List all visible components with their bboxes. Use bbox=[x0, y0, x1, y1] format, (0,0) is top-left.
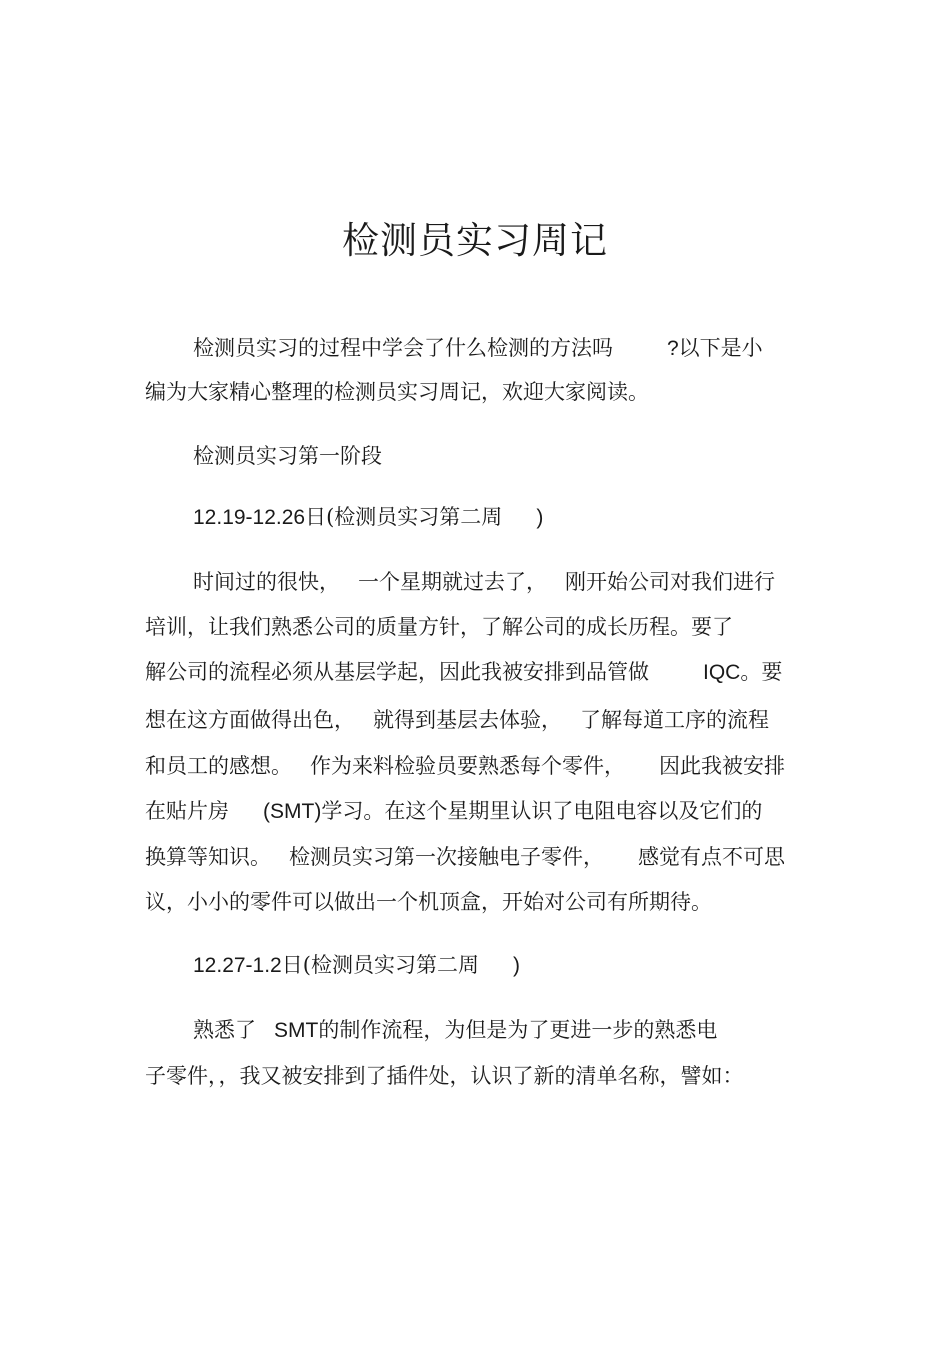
week1-line-1-b: 一个星期就过去了， bbox=[358, 570, 547, 594]
week1-line bbox=[145, 752, 785, 780]
week2-line-1 bbox=[193, 1016, 717, 1045]
week2-heading bbox=[193, 951, 520, 980]
week1-date: 12.19-12.26 bbox=[193, 506, 306, 529]
week1-line-1-a: 时间过的很快， bbox=[193, 570, 340, 594]
intro-line-2: 编为大家精心整理的检测员实习周记，欢迎大家阅读。 bbox=[145, 380, 649, 404]
week1-line bbox=[145, 706, 769, 734]
week1-line bbox=[145, 797, 762, 826]
week1-line-5-a: 和员工的感想。 bbox=[145, 754, 292, 778]
week1-line-7-a: 换算等知识。 bbox=[145, 845, 271, 869]
week1-heading-close: ) bbox=[536, 506, 544, 529]
week2-heading-text: 日(检测员实习第二周 bbox=[281, 953, 479, 977]
week1-line bbox=[145, 843, 785, 871]
week1-line-6-c: 学习。在这个星期里认识了电阻电容以及它们的 bbox=[321, 799, 763, 823]
week1-line bbox=[145, 658, 782, 687]
intro-text-a: 检测员实习的过程中学会了什么检测的方法吗 bbox=[193, 336, 613, 360]
week1-heading bbox=[193, 503, 543, 532]
week1-line-1-c: 刚开始公司对我们进行 bbox=[565, 570, 775, 594]
week2-line-2: 子零件，，我又被安排到了插件处，认识了新的清单名称，譬如： bbox=[145, 1064, 744, 1088]
week1-line-3-c: 。要 bbox=[740, 660, 783, 684]
week1-line-6-a: 在贴片房 bbox=[145, 799, 229, 823]
week1-line-4-b: 就得到基层去体验， bbox=[373, 708, 562, 732]
week2-line-1-c: 的制作流程，为但是为了更进一步的熟悉电 bbox=[318, 1018, 718, 1042]
week1-line: 议，小小的零件可以做出一个机顶盒，开始对公司有所期待。 bbox=[145, 890, 712, 914]
week2-line-1-b: SMT bbox=[274, 1019, 319, 1042]
intro-line-1 bbox=[193, 334, 763, 363]
week2-date: 12.27-1.2 bbox=[193, 954, 282, 977]
section-heading: 检测员实习第一阶段 bbox=[193, 444, 382, 468]
week1-line-3-b: IQC bbox=[703, 661, 741, 684]
page-title: 检测员实习周记 bbox=[342, 219, 608, 262]
week1-line-6-b: (SMT) bbox=[263, 800, 322, 823]
week1-line: 培训，让我们熟悉公司的质量方针，了解公司的成长历程。要了 bbox=[145, 615, 733, 639]
week1-line-7-b: 检测员实习第一次接触电子零件， bbox=[289, 845, 604, 869]
intro-text-b: ?以下是小 bbox=[667, 337, 763, 360]
week1-heading-text: 日(检测员实习第二周 bbox=[305, 505, 503, 529]
week2-line-1-a: 熟悉了 bbox=[193, 1018, 256, 1042]
week1-line-3-a: 解公司的流程必须从基层学起，因此我被安排到品管做 bbox=[145, 660, 649, 684]
week1-line-4-a: 想在这方面做得出色， bbox=[145, 708, 355, 732]
week1-line-5-b: 作为来料检验员要熟悉每个零件， bbox=[310, 754, 625, 778]
week2-heading-close: ) bbox=[512, 954, 520, 977]
week1-line-5-c: 因此我被安排 bbox=[659, 754, 785, 778]
week1-line-7-c: 感觉有点不可思 bbox=[638, 845, 785, 869]
week1-line bbox=[193, 568, 775, 596]
week1-line-4-c: 了解每道工序的流程 bbox=[580, 708, 769, 732]
